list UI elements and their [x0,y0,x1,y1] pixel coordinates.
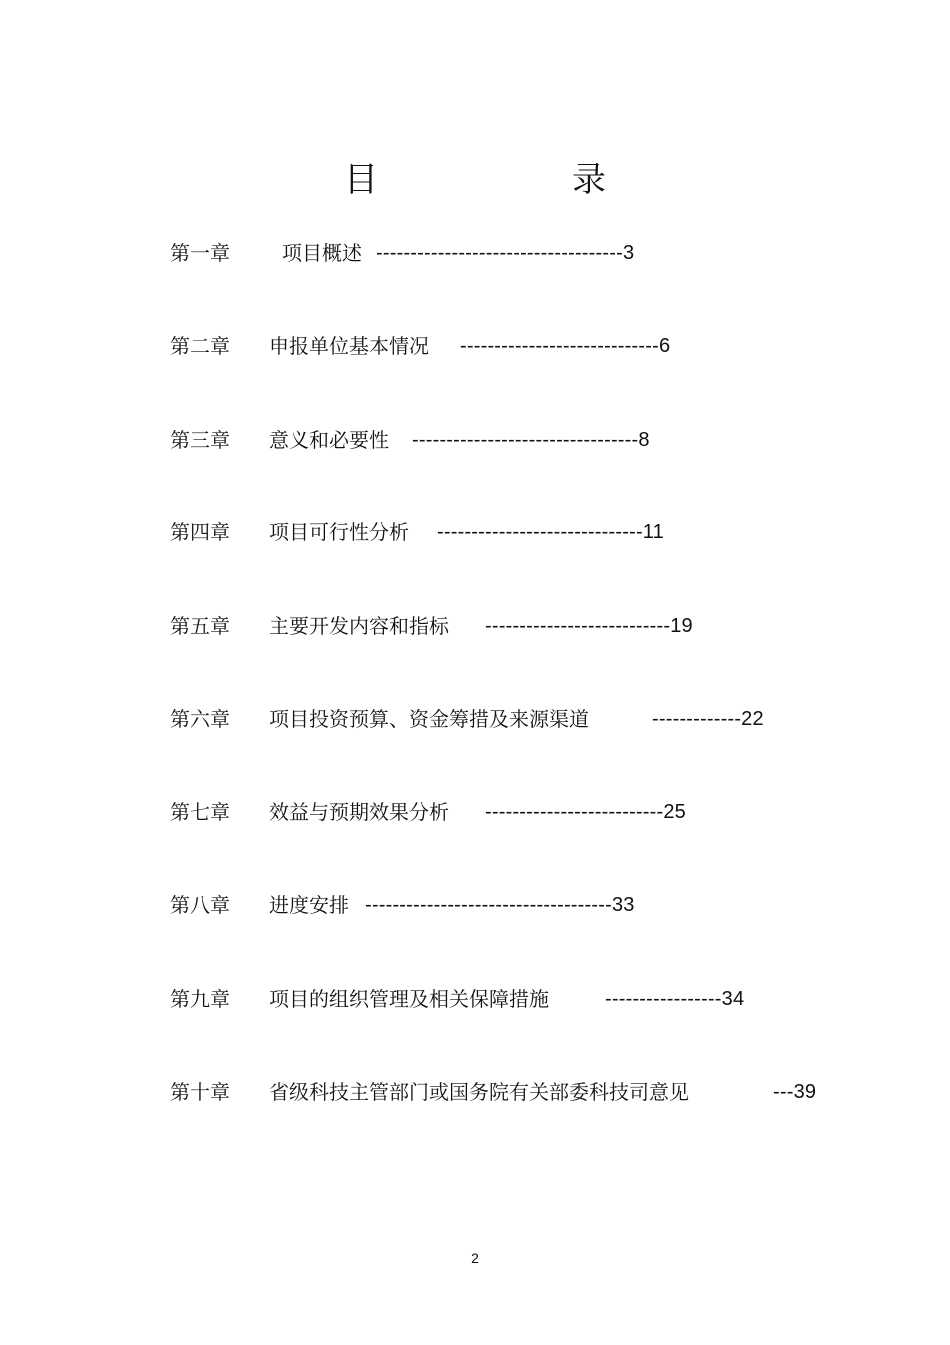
toc-leader-page: --------------------------25 [485,801,687,823]
title-char-2: 录 [572,160,606,200]
toc-chapter-title: 主要开发内容和指标 [269,614,449,638]
toc-chapter-title: 项目可行性分析 [269,520,409,544]
page-title [0,158,950,202]
toc-chapter-number: 第七章 [170,800,230,824]
toc-chapter-number: 第十章 [170,1080,230,1104]
toc-chapter-number: 第九章 [170,987,230,1011]
title-char-1: 目 [344,160,378,200]
toc-chapter-number: 第六章 [170,707,230,731]
toc-chapter-title: 效益与预期效果分析 [269,800,449,824]
toc-chapter-title: 项目概述 [282,241,362,265]
toc-chapter-title: 省级科技主管部门或国务院有关部委科技司意见 [269,1080,689,1104]
toc-leader-page: -----------------34 [605,988,745,1010]
toc-chapter-title: 意义和必要性 [269,428,389,452]
toc-chapter-title: 进度安排 [269,893,349,917]
page-number: 2 [471,1250,479,1266]
toc-chapter-number: 第一章 [170,241,230,265]
toc-leader-page: ---------------------------------8 [412,429,650,451]
toc-leader-page: -----------------------------6 [460,335,671,357]
toc-leader-page: -------------22 [652,708,764,730]
toc-leader-page: ------------------------------11 [437,521,664,543]
toc-chapter-title: 项目投资预算、资金筹措及来源渠道 [269,707,589,731]
toc-chapter-number: 第四章 [170,520,230,544]
toc-chapter-number: 第八章 [170,893,230,917]
toc-leader-page: ------------------------------------3 [376,242,635,264]
toc-chapter-number: 第三章 [170,428,230,452]
toc-leader-page: ---39 [773,1081,817,1103]
toc-chapter-number: 第五章 [170,614,230,638]
toc-leader-page: ---------------------------19 [485,615,693,637]
toc-chapter-title: 申报单位基本情况 [269,334,429,358]
toc-chapter-title: 项目的组织管理及相关保障措施 [269,987,549,1011]
toc-chapter-number: 第二章 [170,334,230,358]
toc-leader-page: ------------------------------------33 [365,894,635,916]
